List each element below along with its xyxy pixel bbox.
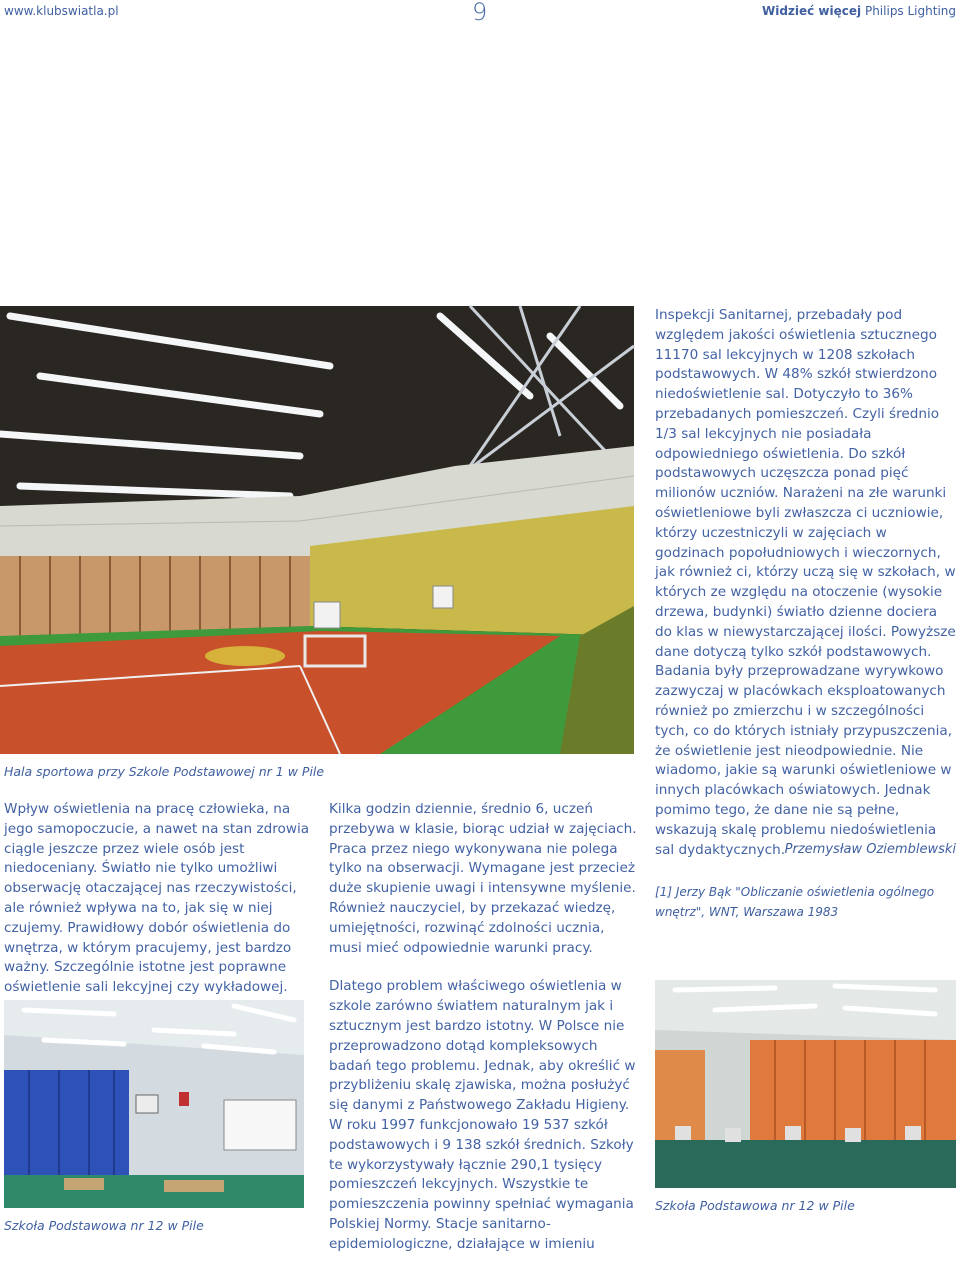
text-column-right bbox=[655, 306, 956, 879]
paragraph: Kilka godzin dziennie, średnio 6, uczeń przebywa w klasie, biorąc udział w zajęciach. Praca przez niego wykonywana nie polega tylko na obserwacji. Wymagane jest przecież duże skupienie uwagi i intensywne myślenie. Również nauczyciel, by przekazać wiedzę, umiejętności, rozwinąć zdolności ucznia, musi mieć odpowiednie warunki pracy. bbox=[329, 801, 637, 956]
paragraph: Dlatego problem właściwego oświetlenia w szkole zarówno światłem naturalnym jak i sztucznym jest bardzo istotny. W Polsce nie przeprowadzono dotąd kompleksowych badań tego problemu. Jednak, aby określić w przybliżeniu skalę zjawiska, można posłużyć się danymi z Państwowego Zakładu Higieny. W roku 1997 funkcjonowało 19 537 szkół podstawowych i 9 138 szkół średnich. Szkoły te wykorzystywały łącznie 290,1 tysięcy pomieszczeń lekcyjnych. Wszystkie te pomieszczenia powinny spełniać wymagania Polskiej Normy. Stacje sanitarno-epidemiologiczne, działające w imieniu bbox=[329, 978, 636, 1252]
classroom-left-caption: Szkoła Podstawowa nr 12 w Pile bbox=[4, 1218, 204, 1233]
text-column-left bbox=[4, 800, 310, 1017]
paragraph: Inspekcji Sanitarnej, przebadały pod względem jakości oświetlenia sztucznego 11170 sal lekcyjnych w 1208 szkołach podstawowych. W 48% szkół stwierdzono niedoświetlenie sal. Dotyczyło to 36% przebadanych pomieszczeń. Czyli średnio 1/3 sal lekcyjnych nie posiadała odpowiedniego oświetlenia. Do szkół podstawowych uczęszcza ponad pięć milionów uczniów. Narażeni na złe warunki oświetleniowe byli zwłaszcza ci uczniowie, którzy uczestniczyli w zajęciach w godzinach popołudniowych i wieczornych, jak również ci, którzy uczą się w szkołach, w których ze względu na otoczenie (wysokie drzewa, budynki) światło dzienne dociera do klas w niewystarczającej ilości. Powyższe dane dotyczą tylko szkół podstawowych. Badania były przeprowadzane wyrywkowo zazwyczaj w placówkach eksploatowanych również po zmierzchu i w szczególności tych, co do których istniały przypuszczenia, że oświetlenie jest nieodpowiednie. Nie wiadomo, jakie są warunki oświetleniowe w innych placówkach oświatowych. Jednak pomimo tego, że dane nie są pełne, wskazują skalę problemu niedoświetlenia sal dydaktycznych. bbox=[655, 307, 956, 858]
classroom-right-caption: Szkoła Podstawowa nr 12 w Pile bbox=[655, 1198, 855, 1213]
text-column-middle bbox=[329, 800, 639, 1274]
classroom-photo-left bbox=[4, 1000, 304, 1208]
tagline-brand: Philips Lighting bbox=[864, 4, 956, 18]
tagline-prefix: Widzieć więcej bbox=[761, 4, 862, 18]
site-url-link[interactable]: www.klubswiatla.pl bbox=[4, 4, 119, 18]
header-tagline bbox=[762, 4, 956, 18]
classroom-photo-right bbox=[655, 980, 956, 1188]
gym-photo bbox=[0, 306, 634, 754]
gym-photo-caption: Hala sportowa przy Szkole Podstawowej nr 1 w Pile bbox=[4, 764, 325, 779]
paragraph: Wpływ oświetlenia na pracę człowieka, na jego samopoczucie, a nawet na stan zdrowia ciągle jeszcze przez wiele osób jest niedoceniany. Światło nie tylko umożliwi obserwację otaczającej nas rzeczywistości, ale również wpływa na to, jak się w niej czujemy. Prawidłowy dobór oświetlenia do wnętrza, w którym pracujemy, jest bardzo ważny. Szczególnie istotne jest poprawne oświetlenie sali lekcyjnej czy wykładowej. bbox=[4, 801, 310, 996]
author-signature: Przemysław Oziemblewski bbox=[784, 842, 956, 857]
reference-note: [1] Jerzy Bąk "Obliczanie oświetlenia ogólnego wnętrz", WNT, Warszawa 1983 bbox=[655, 885, 935, 919]
page-number: 9 bbox=[472, 0, 488, 26]
